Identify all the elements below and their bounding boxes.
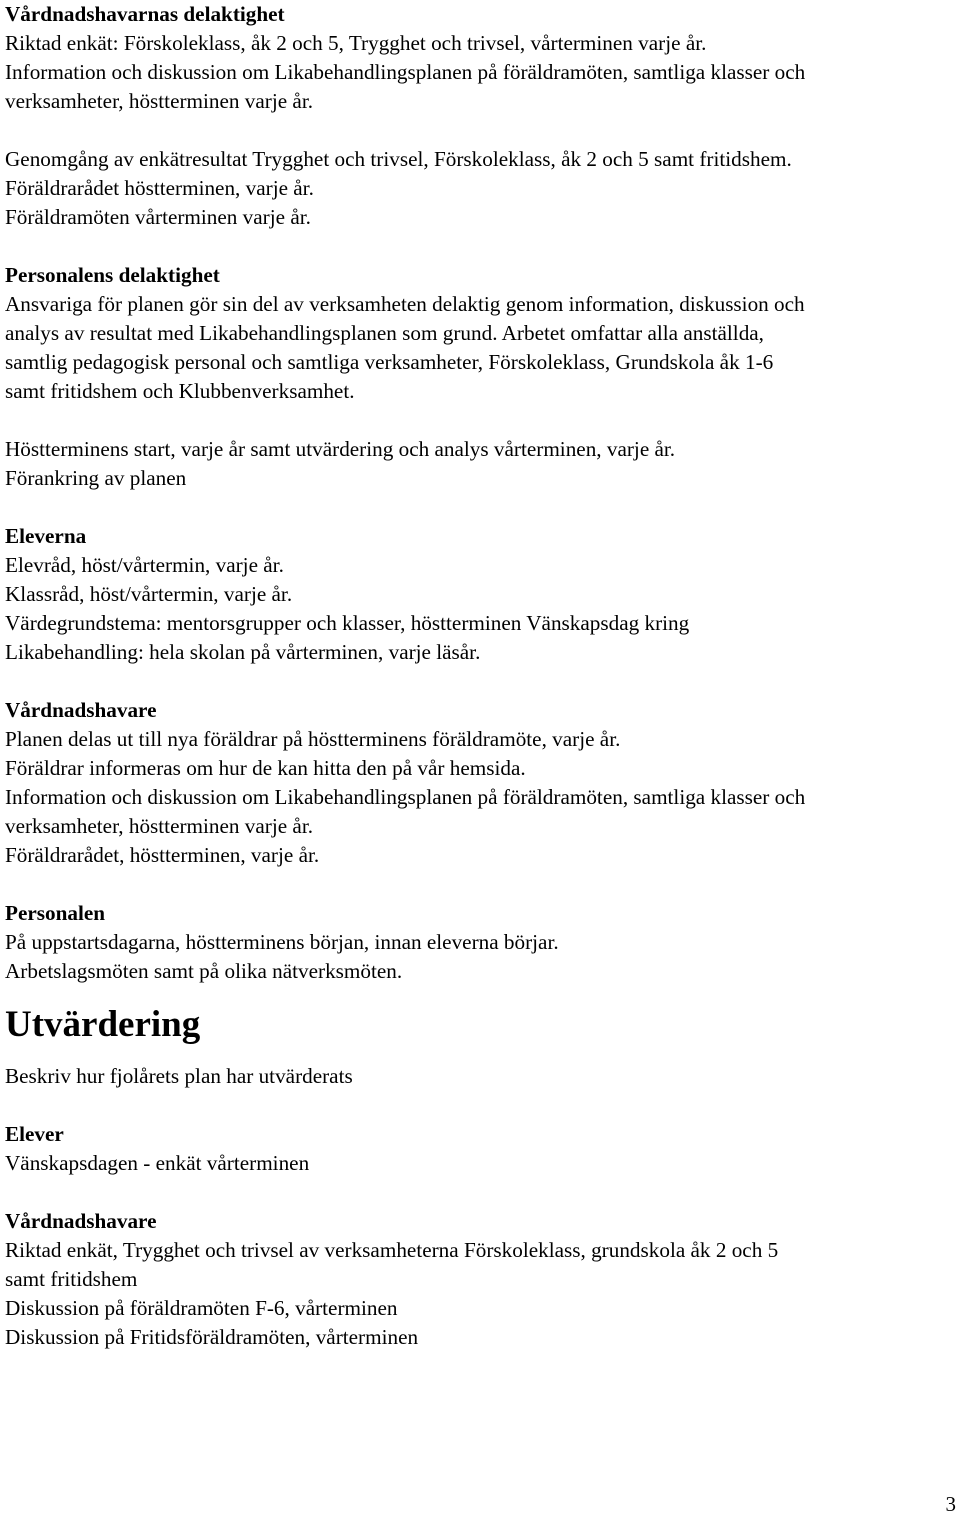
page-number: 3 xyxy=(945,1492,956,1516)
heading-utvardering: Utvärdering xyxy=(5,1004,201,1045)
text-line-samt-fritidshem-och-klubbenverksamhet: samt fritidshem och Klubbenverksamhet. xyxy=(5,379,355,403)
text-line-likabehandling-hela-skolan-pa-vartermine: Likabehandling: hela skolan på vårterminen, varje läsår. xyxy=(5,640,481,664)
blank-line xyxy=(5,232,957,261)
text-line-ansvariga-for-planen-gor-sin-del-av-verk: Ansvariga för planen gör sin del av verksamheten delaktig genom information, diskussion och xyxy=(5,292,805,316)
text-line-verksamheter-hostterminen-varje-ar: verksamheter, höstterminen varje år. xyxy=(5,814,314,838)
text-line-elevrad-host-vartermin-varje-ar: Elevråd, höst/vårtermin, varje år. xyxy=(5,553,284,577)
text-line-foraldrar-informeras-om-hur-de-kan-hitta: Föräldrar informeras om hur de kan hitta den på vår hemsida. xyxy=(5,756,526,780)
text-line-klassrad-host-vartermin-varje-ar: Klassråd, höst/vårtermin, varje år. xyxy=(5,582,293,606)
blank-line xyxy=(5,1178,957,1207)
subheading-vardnadshavarnas-delaktighet: Vårdnadshavarnas delaktighet xyxy=(5,2,285,26)
text-line-beskriv-hur-fjolarets-plan-har-utvardera: Beskriv hur fjolårets plan har utvärderats xyxy=(5,1064,353,1088)
text-line-analys-av-resultat-med-likabehandlingspl: analys av resultat med Likabehandlingsplanen som grund. Arbetet omfattar alla anställda, xyxy=(5,321,764,345)
text-line-samtlig-pedagogisk-personal-och-samtliga: samtlig pedagogisk personal och samtliga verksamheter, Förskoleklass, Grundskola åk 1-6 xyxy=(5,350,774,374)
text-line-vardegrundstema-mentorsgrupper-och-klass: Värdegrundstema: mentorsgrupper och klasser, höstterminen Vänskapsdag kring xyxy=(5,611,690,635)
text-line-pa-uppstartsdagarna-hostterminens-borjan: På uppstartsdagarna, höstterminens början, innan eleverna börjar. xyxy=(5,930,559,954)
blank-line xyxy=(5,493,957,522)
section-delaktighet xyxy=(5,0,957,986)
text-line-planen-delas-ut-till-nya-foraldrar-pa-ho: Planen delas ut till nya föräldrar på höstterminens föräldramöte, varje år. xyxy=(5,727,621,751)
text-line-diskussion-pa-foraldramoten-f-6-vartermi: Diskussion på föräldramöten F-6, vårterminen xyxy=(5,1296,398,1320)
text-line-information-och-diskussion-om-likabehand: Information och diskussion om Likabehandlingsplanen på föräldramöten, samtliga klasser och xyxy=(5,785,806,809)
text-line-foraldramoten-varterminen-varje-ar: Föräldramöten vårterminen varje år. xyxy=(5,205,311,229)
blank-line xyxy=(5,1091,957,1120)
text-line-information-och-diskussion-om-likabehand: Information och diskussion om Likabehandlingsplanen på föräldramöten, samtliga klasser och xyxy=(5,60,806,84)
text-line-vanskapsdagen-enkat-varterminen: Vänskapsdagen - enkät vårterminen xyxy=(5,1151,310,1175)
text-line-arbetslagsmoten-samt-pa-olika-natverksmo: Arbetslagsmöten samt på olika nätverksmöten. xyxy=(5,959,403,983)
text-line-riktad-enkat-trygghet-och-trivsel-av-ver: Riktad enkät, Trygghet och trivsel av verksamheterna Förskoleklass, grundskola åk 2 och 5 xyxy=(5,1238,779,1262)
subheading-elever: Elever xyxy=(5,1122,64,1146)
text-line-diskussion-pa-fritidsforaldramoten-varte: Diskussion på Fritidsföräldramöten, vårterminen xyxy=(5,1325,419,1349)
subheading-personalen: Personalen xyxy=(5,901,106,925)
document-page xyxy=(5,0,957,1352)
section-utvardering xyxy=(5,1062,957,1352)
text-line-foraldraradet-hostterminen-varje-ar: Föräldrarådet, höstterminen, varje år. xyxy=(5,843,320,867)
blank-line xyxy=(5,870,957,899)
blank-line xyxy=(5,406,957,435)
blank-line xyxy=(5,116,957,145)
text-line-forankring-av-planen: Förankring av planen xyxy=(5,466,187,490)
text-line-genomgang-av-enkatresultat-trygghet-och-: Genomgång av enkätresultat Trygghet och trivsel, Förskoleklass, åk 2 och 5 samt fritidshem. xyxy=(5,147,792,171)
text-line-hostterminens-start-varje-ar-samt-utvard: Höstterminens start, varje år samt utvärdering och analys vårterminen, varje år. xyxy=(5,437,676,461)
subheading-vardnadshavare: Vårdnadshavare xyxy=(5,698,157,722)
text-line-verksamheter-hostterminen-varje-ar: verksamheter, höstterminen varje år. xyxy=(5,89,314,113)
text-line-foraldraradet-hostterminen-varje-ar: Föräldrarådet höstterminen, varje år. xyxy=(5,176,314,200)
text-line-samt-fritidshem: samt fritidshem xyxy=(5,1267,138,1291)
subheading-vardnadshavare: Vårdnadshavare xyxy=(5,1209,157,1233)
blank-line xyxy=(5,667,957,696)
subheading-eleverna: Eleverna xyxy=(5,524,87,548)
text-line-riktad-enkat-forskoleklass-ak-2-och-5-tr: Riktad enkät: Förskoleklass, åk 2 och 5, Trygghet och trivsel, vårterminen varje år. xyxy=(5,31,707,55)
subheading-personalens-delaktighet: Personalens delaktighet xyxy=(5,263,220,287)
